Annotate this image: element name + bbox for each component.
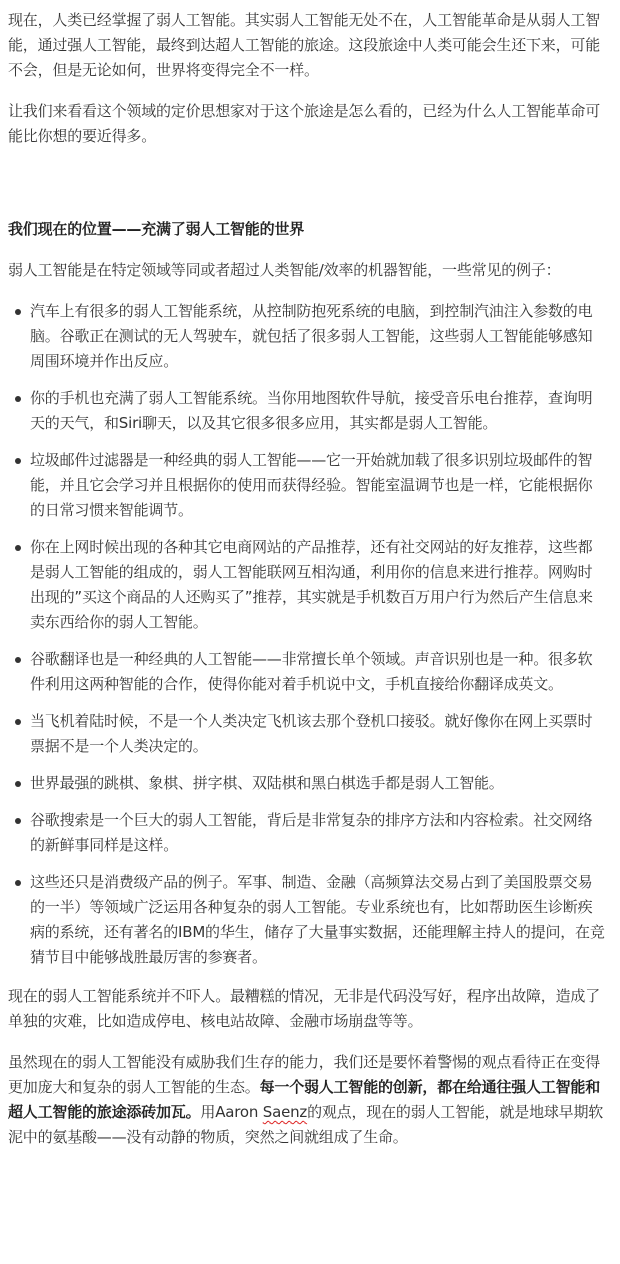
list-item: 汽车上有很多的弱人工智能系统，从控制防抱死系统的电脑，到控制汽油注入参数的电脑。谷歌正在测试的无人驾驶车，就包括了很多弱人工智能，这些弱人工智能能够感知周围环境并作出反应。 (8, 299, 606, 374)
outro-text-end: 的观点，现在的弱人工智能，就是地球早期软泥中的氨基酸——没有动静的物质，突然之间就组成了生命。 (8, 1103, 604, 1146)
spacer (8, 165, 606, 217)
list-item: 谷歌翻译也是一种经典的人工智能——非常擅长单个领域。声音识别也是一种。很多软件利用这两种智能的合作，使得你能对着手机说中文，手机直接给你翻译成英文。 (8, 647, 606, 697)
examples-list (8, 299, 606, 970)
list-item: 垃圾邮件过滤器是一种经典的弱人工智能——它一开始就加载了很多识别垃圾邮件的智能，并且它会学习并且根据你的使用而获得经验。智能室温调节也是一样，它能根据你的日常习惯来智能调节。 (8, 448, 606, 523)
list-item: 当飞机着陆时候，不是一个人类决定飞机该去那个登机口接驳。就好像你在网上买票时票据不是一个人类决定的。 (8, 709, 606, 759)
section-title: 我们现在的位置——充满了弱人工智能的世界 (8, 220, 305, 238)
outro-text-mid: 用Aaron (200, 1103, 263, 1121)
outro-bold-statement: 每一个弱人工智能的创新，都在给通往强人工智能和超人工智能的旅途添砖加瓦。 (8, 1078, 601, 1121)
list-item: 世界最强的跳棋、象棋、拼字棋、双陆棋和黑白棋选手都是弱人工智能。 (8, 771, 606, 796)
outro-paragraph-2 (8, 1050, 606, 1150)
outro-paragraph-1: 现在的弱人工智能系统并不吓人。最糟糕的情况，无非是代码没写好，程序出故障，造成了单独的灾难，比如造成停电、核电站故障、金融市场崩盘等等。 (8, 987, 601, 1030)
section-lead: 弱人工智能是在特定领域等同或者超过人类智能/效率的机器智能，一些常见的例子： (8, 261, 561, 279)
list-item: 你在上网时候出现的各种其它电商网站的产品推荐，还有社交网站的好友推荐，这些都是弱人工智能的组成的，弱人工智能联网互相沟通，利用你的信息来进行推荐。网购时出现的”买这个商品的人还购买了”推荐，其实就是手机数百万用户行为然后产生信息来卖东西给你的弱人工智能。 (8, 535, 606, 635)
list-item: 谷歌搜索是一个巨大的弱人工智能，背后是非常复杂的排序方法和内容检索。社交网络的新鲜事同样是这样。 (8, 808, 606, 858)
list-item: 这些还只是消费级产品的例子。军事、制造、金融（高频算法交易占到了美国股票交易的一半）等领域广泛运用各种复杂的弱人工智能。专业系统也有，比如帮助医生诊断疾病的系统，还有著名的IBM的华生，储存了大量事实数据，还能理解主持人的提问，在竞猜节目中能够战胜最厉害的参赛者。 (8, 870, 606, 970)
intro-paragraph-2: 让我们来看看这个领域的定价思想家对于这个旅途是怎么看的，已经为什么人工智能革命可能比你想的要近得多。 (8, 102, 601, 145)
outro-text-start: 虽然现在的弱人工智能没有威胁我们生存的能力，我们还是要怀着警惕的观点看待正在变得更加庞大和复杂的弱人工智能的生态。 (8, 1053, 601, 1096)
list-item: 你的手机也充满了弱人工智能系统。当你用地图软件导航，接受音乐电台推荐，查询明天的天气，和Siri聊天，以及其它很多很多应用，其实都是弱人工智能。 (8, 386, 606, 436)
author-name: Saenz (262, 1103, 308, 1121)
intro-paragraph-1: 现在，人类已经掌握了弱人工智能。其实弱人工智能无处不在，人工智能革命是从弱人工智能，通过强人工智能，最终到达超人工智能的旅途。这段旅途中人类可能会生还下来，可能不会，但是无论如何，世界将变得完全不一样。 (8, 11, 601, 79)
